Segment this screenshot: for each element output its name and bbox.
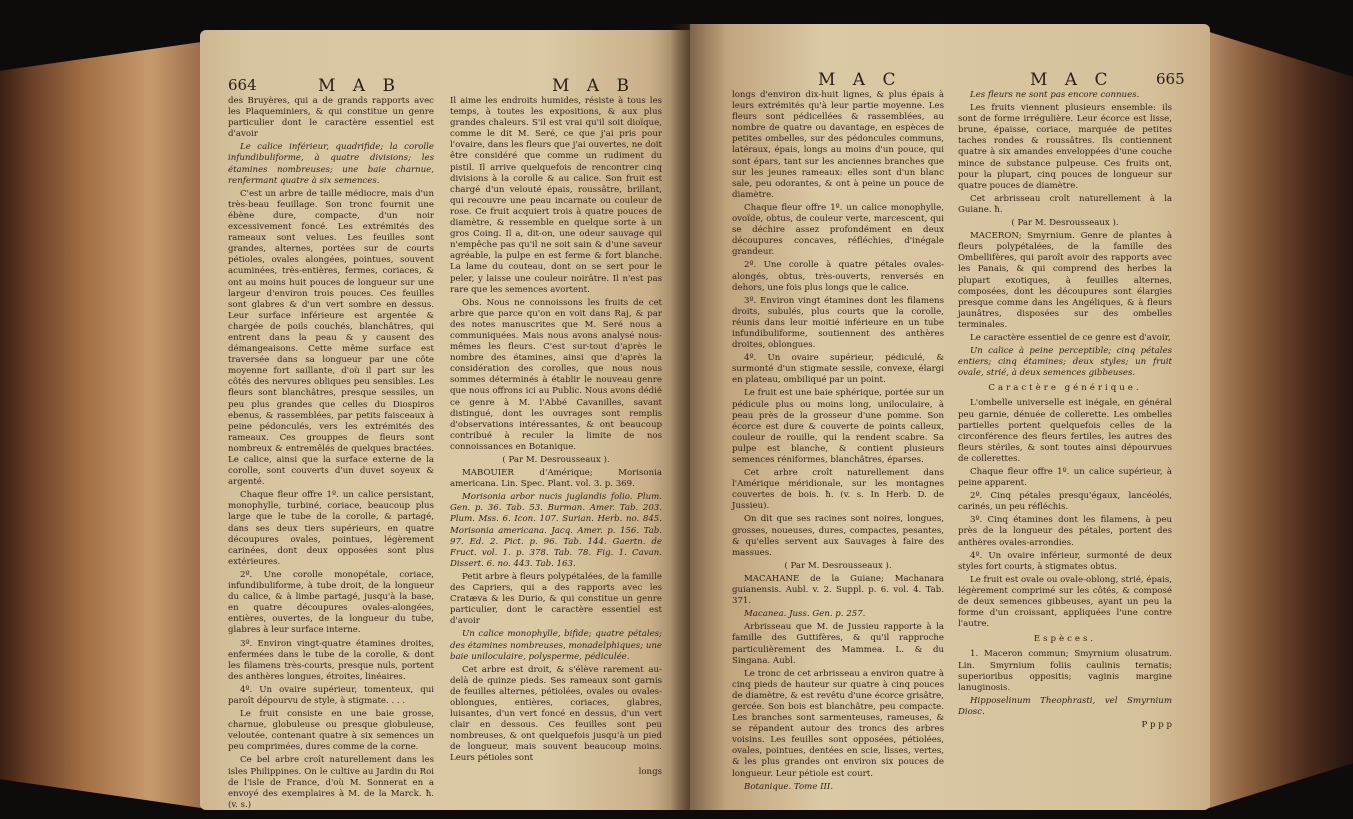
paragraph: Cet arbrisseau croît naturellement à la Guiane. ħ.: [958, 193, 1172, 215]
left-page-edges: [0, 40, 215, 810]
paragraph: Le fruit consiste en une baie grosse, charnue, globuleuse ou presque globuleuse, veloutée, contenant quatre à six semences un peu comprimées, dures comme de la corne.: [228, 709, 434, 753]
left-column-1: [228, 96, 434, 810]
paragraph: On dit que ses racines sont noires, longues, grosses, noueuses, dures, compactes, pesantes, & qu'elles servent aux Sauvages à faire des massues.: [732, 514, 944, 558]
section-heading: Caractère générique.: [988, 383, 1142, 394]
page-number-right: 665: [1156, 70, 1185, 88]
entry-heading: MACAHANE de la Guiane; Machanara guianensis. Aubl. v. 2. Suppl. p. 6. vol. 4. Tab. 371.: [732, 573, 944, 607]
running-header-right-col2: M A C: [1030, 70, 1114, 90]
paragraph: Le fruit est ovale ou ovale-oblong, strié, épais, légèrement comprimé sur les côtés, & composé de deux semences gibbeuses, ayant un peu la forme d'un croissant, appliquées l'une contre l'autre.: [958, 574, 1172, 630]
printer-signature: P p p p: [1141, 719, 1172, 730]
right-column-1: [732, 90, 944, 795]
entry-heading: MABOUIER d'Amérique; Morisonia americana. Lin. Spec. Plant. vol. 3. p. 369.: [450, 468, 662, 490]
paragraph: Cet arbre est droit, & s'élève rarement au-delà de quinze pieds. Ses rameaux sont garnis de feuilles alternes, pétiolées, ovales ou ovales-oblongues, entières, coriaces, glabres, luisantes, d'un vert foncé en dessus, d'un vert clair en dessous. Ces feuilles sont peu nombreuses, & ont quelquefois jusqu'à un pied de longueur, mais souvent beaucoup moins. Leurs pétioles sont: [450, 664, 662, 764]
paragraph: C'est un arbre de taille médiocre, mais d'un très-beau feuillage. Son tronc fournit une ébène dure, compacte, d'un noir excessivement foncé. Les extrémités des rameaux sont velues. Les feuilles sont grandes, alternes, portées sur de courts pétioles, ovales alongées, pointues, souvent acuminées, très-entières, fermes, coriaces, & ont au moins huit pouces de longueur sur une largeur d'environ trois pouces. Ces feuilles sont glabres & d'un vert sombre en dessus. Leur surface inférieure est argentée & chargée de poils couchés, blanchâtres, qui entrent dans la peau & y causent des démangeaisons. Cette même surface est traversée dans sa longueur par une côte moyenne fort saillante, d'où il part sur les côtés des nervures obliques peu sensibles. Les fleurs sont blanchâtres, presque sessiles, un peu plus grandes que celles du Diospiros ebenus, & rassemblées, par petits faisceaux à peine pédonculés, vers les extrémités des rameaux. Ces grouppes de fleurs sont nombreux & entremêlés de quelques bractées. Le calice, ainsi que la surface externe de la corolle, sont couverts d'un duvet soyeux & argenté.: [228, 188, 434, 488]
page-number-left: 664: [228, 76, 257, 94]
paragraph: Il aime les endroits humides, résiste à tous les temps, à toutes les expositions, & aux plus grandes chaleurs. S'il est vrai qu'il soit dioïque, comme le dit M. Seré, ce que j'ai pris pour l'ovaire, dans les fleurs que j'ai ouvertes, ne doit être considéré que comme un rudiment du pistil. Il arrive quelquefois de rencontrer cinq divisions à la corolle & au calice. Son fruit est chargé d'un velouté épais, roussâtre, brillant, qui recouvre une peau incarnate ou couleur de rose. Ce fruit acquiert trois à quatre pouces de diamètre, & ressemble en quelque sorte à un gros Coing. Il a, dit-on, une odeur sauvage qui n'empêche pas qu'il ne soit sain & d'une saveur agréable, la pulpe en est ferme & fort blanche. La lame du couteau, dont on se sert pour le peler, y laisse une couleur noirâtre. Il n'est pas rare que les semences avortent.: [450, 96, 662, 295]
paragraph: Cet arbre croît naturellement dans l'Amérique méridionale, sur les montagnes couvertes de bois. ħ. (v. s. In Herb. D. de Jussieu).: [732, 468, 944, 512]
paragraph: Les fleurs ne sont pas encore connues.: [970, 90, 1140, 100]
paragraph: 4º. Un ovaire supérieur, pédiculé, & surmonté d'un stigmate sessile, convexe, élargi en plateau, ombiliqué par un point.: [732, 353, 944, 386]
paragraph: Le calice inférieur, quadrifide; la corolle infundibuliforme, à quatre divisions; les étamines nombreuses; une baie charnue, renfermant quatre à six semences.: [228, 142, 434, 186]
paragraph: 4º. Un ovaire inférieur, surmonté de deux styles fort courts, à stigmates obtus.: [958, 550, 1172, 572]
paragraph: 2º. Cinq pétales presqu'égaux, lancéolés, carinés, un peu réfléchis.: [958, 491, 1172, 513]
author-signature: ( Par M. Desrousseaux ).: [1011, 218, 1119, 229]
paragraph: Petit arbre à fleurs polypétalées, de la famille des Capriers, qui a des rapports avec les Cratæva & les Durio, & qui constitue un genre particulier, dont le caractère essentiel est d'avoir: [450, 571, 662, 627]
right-page-edges: [1203, 30, 1353, 810]
paragraph: Macanea. Juss. Gen. p. 257.: [744, 609, 866, 620]
left-column-2: [450, 96, 662, 780]
paragraph: longs d'environ dix-huit lignes, & plus épais à leurs extrémités qu'à leur partie moyenne. Les fleurs sont pédicellées & rassemblées, au nombre de quatre ou davantage, en espèces de petites ombelles, sur des pédoncules communs, latéraux, épais, longs au moins d'un pouce, qui sont épars, tant sur les anciennes branches que sur les jeunes rameaux: elles sont d'un blanc sale, peu odorantes, & ont à peine un pouce de diamètre.: [732, 90, 944, 200]
paragraph: Chaque fleur offre 1º. un calice persistant, monophylle, turbiné, coriace, beaucoup plus large que le tube de la corolle, & partagé, dans ses deux tiers supérieurs, en quatre découpures ovales, pointues, légèrement carinées, dont deux opposées sont plus extérieures.: [228, 490, 434, 567]
paragraph: Chaque fleur offre 1º. un calice supérieur, à peine apparent.: [958, 467, 1172, 489]
paragraph: Obs. Nous ne connoissons les fruits de cet arbre que parce qu'on en voit dans Raj, & par des notes manuscrites que M. Seré nous a communiquées. Mais nous avons analysé nous-mêmes les fleurs. C'est sur-tout d'après le nombre des étamines, ainsi que d'après la considération des corolles, que nous nous sommes déterminés à établir le nouveau genre que nous offrons ici au Public. Nous avons dédié ce genre à M. l'Abbé Cavanilles, savant distingué, dont les ouvrages sont remplis d'observations intéressantes, & ont beaucoup contribué à reculer la limite de nos connoissances en Botanique.: [450, 297, 662, 452]
paragraph: 2º. Une corolle à quatre pétales ovales-alongés, obtus, très-ouverts, renversés en dehors, une fois plus longs que le calice.: [732, 260, 944, 293]
paragraph: 3º. Environ vingt-quatre étamines droites, enfermées dans le tube de la corolle, & dont les filamens très-courts, presque nuls, portent des anthères longues, étroites, linéaires.: [228, 638, 434, 682]
paragraph: Un calice à peine perceptible; cinq pétales entiers; cinq étamines; deux styles; un fruit ovale, strié, à deux semences gibbeuses.: [958, 346, 1172, 379]
running-header-right: M A C: [818, 70, 902, 90]
paragraph: Chaque fleur offre 1º. un calice monophylle, ovoïde, obtus, de couleur verte, marcescent, qui se déchire assez profondément en deux découpures concaves, réfléchies, d'inégale grandeur.: [732, 202, 944, 258]
paragraph: 4º. Un ovaire supérieur, tomenteux, qui paroît dépourvu de style, à stigmate. . . .: [228, 684, 434, 706]
author-signature: ( Par M. Desrousseaux ).: [502, 455, 610, 465]
section-heading: Espèces.: [1033, 634, 1097, 645]
paragraph: Arbrisseau que M. de Jussieu rapporte à la famille des Guttifères, & qu'il rapproche particulièrement des Mammea. L. & du Singana. Aubl.: [732, 622, 944, 666]
paragraph: 1. Maceron commun; Smyrnium olusatrum. Lin. Smyrnium foliis caulinis ternatis; superioribus oppositis; vaginis margine lanuginosis.: [958, 649, 1172, 693]
paragraph: Le fruit est une baie sphérique, portée sur un pédicule plus ou moins long, uniloculaire, à peau près de la grosseur d'une pomme. Son écorce est dure & couverte de points calleux, couleur de rouille, qui la rendent scabre. Sa pulpe est blanche, & contient plusieurs semences réniformes, blanchâtres, éparses.: [732, 388, 944, 465]
running-header-left: M A B: [318, 76, 401, 96]
paragraph: 2º. Une corolle monopétale, coriace, infundibuliforme, à tube droit, de la longueur du calice, & à limbe partagé, jusqu'à la base, en quatre découpures ovales-alongées, entières, ouvertes, de la longueur du tube, glabres à leur surface interne.: [228, 569, 434, 636]
paragraph: des Bruyères, qui a de grands rapports avec les Plaqueminiers, & qui constitue un genre particulier dont le caractère essentiel est d'avoir: [228, 96, 434, 140]
paragraph: Un calice monophylle, bifide; quatre pétales; des étamines nombreuses, monadelphiques; une baie uniloculaire, polysperme, pédiculée.: [450, 629, 662, 662]
paragraph: L'ombelle universelle est inégale, en général peu garnie, dénuée de collerette. Les ombelles partielles portent quelquefois celles de la circonférence des fleurs fertiles, les autres des fleurs stériles, & sont toutes ainsi dépourvues de collerettes.: [958, 398, 1172, 464]
volume-signature: Botanique. Tome III.: [744, 781, 834, 792]
paragraph: 3º. Cinq étamines dont les filamens, à peu près de la longueur des pétales, portent des anthères ovales-arrondies.: [958, 515, 1172, 548]
paragraph: Hipposelinum Theophrasti, vel Smyrnium Diosc.: [958, 695, 1172, 717]
paragraph: Morisonia arbor nucis juglandis folio. Plum. Gen. p. 36. Tab. 53. Burman. Amer. Tab. 203. Plum. Mss. 6. Icon. 107. Surian. Herb. no. 845. Morisonia americana. Jacq. Amer. p. 156. Tab. 97. Ed. 2. Pict. p. 96. Tab. 144. Gaertn. de Fruct. vol. 1. p. 378. Tab. 78. Fig. 1. Cavan. Dissert. 6. no. 443. Tab. 163.: [450, 492, 662, 569]
running-header-left-col2: M A B: [552, 76, 635, 96]
paragraph: Le caractère essentiel de ce genre est d'avoir,: [970, 332, 1171, 343]
paragraph: Ce bel arbre croît naturellement dans les isles Philippines. On le cultive au Jardin du Roi de l'isle de France, d'où M. Sonnerat en a envoyé des exemplaires à M. de la Marck. ħ. (v. s.): [228, 755, 434, 810]
paragraph: Le tronc de cet arbrisseau a environ quatre à cinq pieds de hauteur sur quatre à cinq pouces de diamètre, & est revêtu d'une écorce grisâtre, gercée. Son bois est blanchâtre, peu compacte. Les branches sont sarmenteuses, rameuses, & se répandent autour des troncs des arbres voisins. Les feuilles sont opposées, pétiolées, ovales, pointues, dentées en scie, lisses, vertes, & les plus grandes ont environ six pouces de longueur. Leur pétiole est court.: [732, 668, 944, 779]
paragraph: 3º. Environ vingt étamines dont les filamens droits, subulés, plus courts que la corolle, réunis dans leur moitié inférieure en un tube infundibuliforme, soutiennent des anthères droites, oblongues.: [732, 295, 944, 351]
right-column-2: [958, 90, 1172, 733]
paragraph: Les fruits viennent plusieurs ensemble: ils sont de forme irrégulière. Leur écorce est lisse, brune, épaisse, coriace, marquée de petites taches rondes & roussâtres. Ils contiennent quatre à six amandes enveloppées d'une couche mince de substance pulpeuse. Ces fruits ont, pour la plupart, cinq pouces de longueur sur quatre pouces de diamètre.: [958, 103, 1172, 191]
left-page: [200, 30, 690, 810]
right-page: [690, 24, 1210, 810]
entry-heading: MACERON; Smyrnium. Genre de plantes à fleurs polypétalées, de la famille des Ombellifères, qui paroît avoir des rapports avec les Panais, & qui comprend des herbes la plupart exotiques, à feuilles alternes, composées, dont les découpures sont élargies presque comme dans les Angéliques, & à fleurs jaunâtres, disposées sur des ombelles terminales.: [958, 231, 1172, 330]
catchword: longs: [638, 766, 662, 777]
author-signature: ( Par M. Desrousseaux ).: [784, 560, 892, 571]
